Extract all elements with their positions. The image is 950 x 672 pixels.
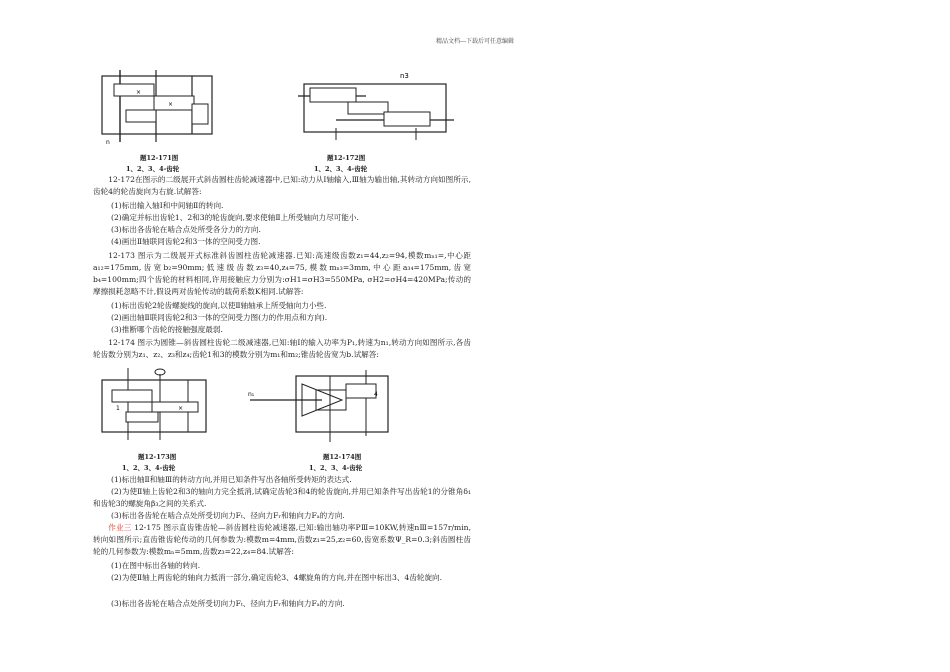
svg-text:n₁: n₁ [248, 391, 255, 398]
problem-12-172-intro: 12-172在图示的二级展开式斜齿圆柱齿轮减速器中,已知:动力从Ⅰ轴输入,Ⅲ轴为输出轴,其转动方向如图所示,齿轮4的轮齿旋向为右旋.试解答: [93, 175, 471, 196]
figure-subcaption: 1、2、3、4-齿轮 [309, 464, 363, 472]
list-item: (1)在图中标出各轴的转向. [111, 561, 201, 570]
list-item: (3)标出各齿轮在啮合点处所受各分力的方向. [111, 225, 261, 234]
svg-text:×: × [168, 101, 174, 108]
figure-caption: 题12-174图 [323, 453, 362, 461]
problem-12-174-intro: 12-174 图示为圆锥—斜齿圆柱齿轮二级减速器,已知:轴Ⅰ的输入功率为P₁,转速为n₁,转动方向如图所示,各齿轮齿数分别为z₁、z₂、z₃和z₄;齿轮1和3的模数分别为m₁和m₂;锥齿轮齿宽为b.试解答: [93, 338, 471, 359]
list-item: (2)确定并标出齿轮1、2和3的轮齿旋向,要求使轴Ⅱ上所受轴向力尽可能小. [111, 213, 359, 222]
figure-12-174 [246, 366, 396, 446]
svg-text:×: × [136, 89, 142, 96]
figure-subcaption: 1、2、3、4-齿轮 [314, 165, 368, 173]
list-item: (1)标出轴Ⅱ和轴Ⅲ的转动方向,并用已知条件写出各轴所受转矩的表达式. [111, 475, 352, 484]
svg-text:1: 1 [116, 405, 120, 412]
figure-12-172 [296, 66, 456, 150]
list-item: (1)标出齿轮2轮齿螺旋线的旋向,以使Ⅱ轴轴承上所受轴向力小些. [111, 301, 327, 310]
figure-12-171 [96, 66, 226, 150]
page-header: 精品文档---下载后可任意编辑 [435, 38, 515, 45]
list-item: (2)为使Ⅱ轴上齿轮2和3的轴向力完全抵消,试确定齿轮3和4的轮齿旋向,并用已知条件写出齿轮1的分锥角δ₁和齿轮3的螺旋角β₃之间的关系式. [93, 487, 471, 508]
homework-label: 作业三 [108, 523, 132, 532]
list-item: (2)画出轴Ⅱ联同齿轮2和3一体的空间受力图(力的作用点和方向). [111, 313, 328, 322]
list-item: (3)标出各齿轮在啮合点处所受切向力Fₜ、径向力Fᵣ和轴向力Fₐ的方向. [111, 511, 345, 520]
figure-caption: 题12-173图 [138, 453, 177, 461]
list-item: (1)标出输入轴Ⅰ和中间轴Ⅱ的转向. [111, 201, 224, 210]
figure-subcaption: 1、2、3、4-齿轮 [126, 165, 180, 173]
problem-12-175-text: 12-175 图示直齿锥齿轮—斜齿圆柱齿轮减速器,已知:输出轴功率PⅢ=10KW,转速nⅢ=157r/min,转向如图所示;直齿锥齿轮传动的几何参数为:模数m=4mm,齿数z₁=25,z₂=60,齿宽系数Ψ_R=0.3;斜齿圆柱齿轮的几何参数为:模数mₙ=5mm,齿数z₃=22,z₄=84.试解答: [93, 523, 471, 556]
list-item: (3)标出各齿轮在啮合点处所受切向力Fₜ、径向力Fᵣ和轴向力Fₐ的方向. [111, 599, 345, 608]
list-item: (2)为使Ⅱ轴上两齿轮的轴向力抵消一部分,确定齿轮3、4螺旋角的方向,并在图中标出3、4齿轮旋向. [111, 573, 443, 582]
list-item: (3)推断哪个齿轮的接触强度最弱. [111, 325, 223, 334]
svg-text:n: n [106, 139, 110, 146]
problem-12-173-intro: 12-173 图示为二级展开式标准斜齿圆柱齿轮减速器.已知:高速级齿数z₁=44,z₂=94,模数mₙ₁=,中心距a₁₂=175mm,齿宽b₂=90mm;低速级齿数z₃=40,z₄=75,模数mₙ₃=3mm,中心距a₃₄=175mm,齿宽b₄=100mm;四个齿轮的材料相同,许用接触应力分别为:σH1=σH3=550MPa, σH2=σH4=420MPa;传动的摩擦损耗忽略不计,假设两对齿轮传动的载荷系数K相同.试解答: [93, 251, 471, 296]
svg-text:×: × [178, 405, 184, 412]
figure-caption: 题12-172图 [327, 154, 366, 162]
svg-text:4: 4 [374, 391, 378, 398]
figure-12-173 [98, 366, 214, 444]
figure-caption: 题12-171图 [140, 154, 179, 162]
problem-12-175-intro [93, 522, 471, 558]
figure-subcaption: 1、2、3、4-齿轮 [122, 464, 176, 472]
list-item: (4)画出Ⅱ轴联同齿轮2和3一体的空间受力图. [111, 237, 261, 246]
label-n3: n3 [400, 72, 409, 80]
